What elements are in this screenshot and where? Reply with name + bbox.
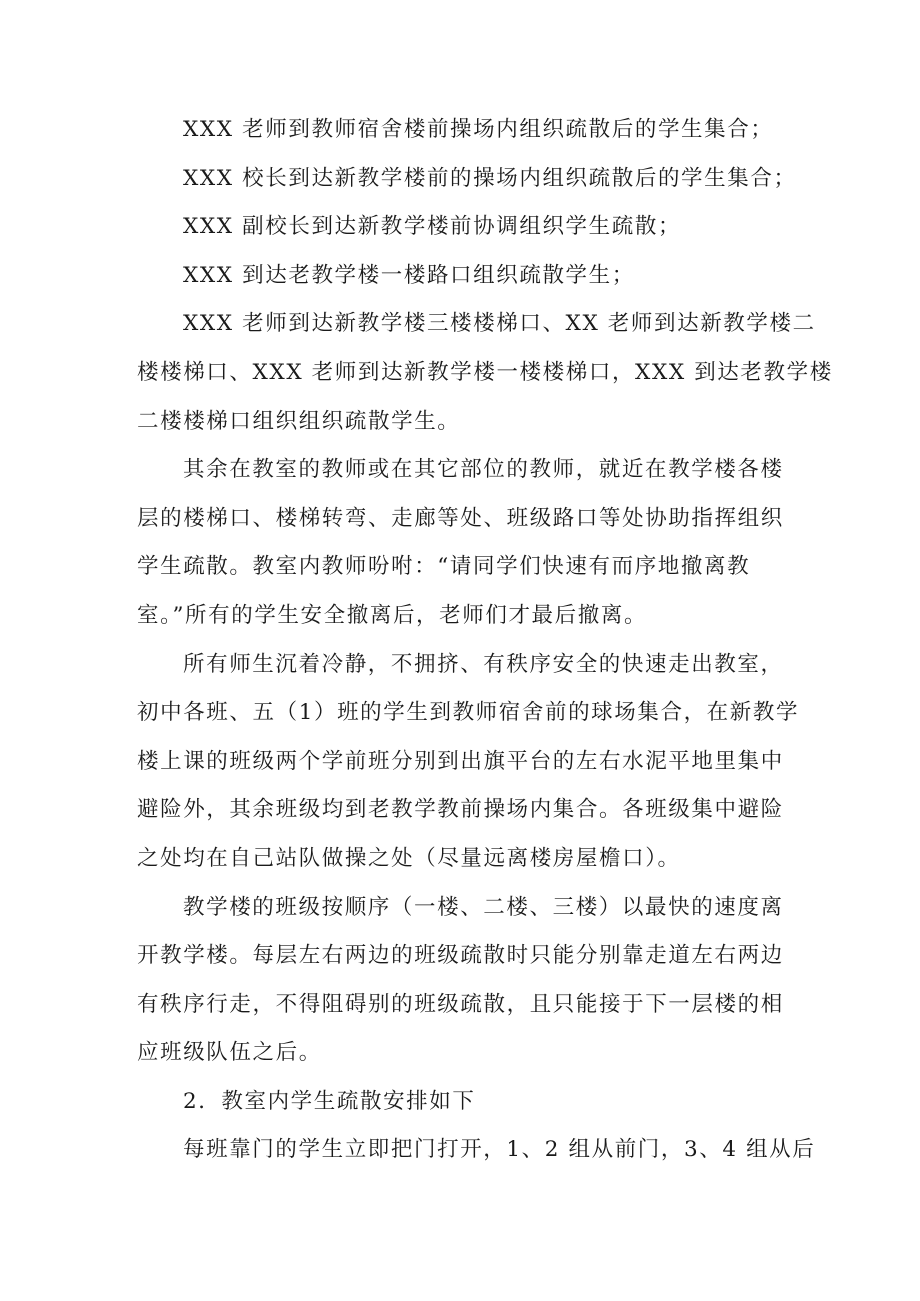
text-line: XXX 到达老教学楼一楼路口组织疏散学生； (183, 262, 635, 288)
text-line: 初中各班、五（1）班的学生到教师宿舍前的球场集合，在新教学 (137, 700, 800, 726)
text-line: 教学楼的班级按顺序（一楼、二楼、三楼）以最快的速度离 (183, 894, 784, 920)
text-line: 层的楼梯口、楼梯转弯、走廊等处、班级路口等处协助指挥组织 (137, 505, 784, 531)
text-line: XXX 副校长到达新教学楼前协调组织学生疏散； (183, 214, 682, 240)
paragraph-10 (137, 1126, 816, 1175)
text-line: 所有师生沉着冷静，不拥挤、有秩序安全的快速走出教室， (183, 651, 784, 677)
text-line: 其余在教室的教师或在其它部位的教师，就近在教学楼各楼 (183, 457, 784, 483)
paragraph-4 (137, 252, 792, 301)
text-line: 楼楼梯口、XXX 老师到达新教学楼一楼楼梯口，XXX 到达老教学楼 (137, 359, 833, 385)
text-line: XXX 老师到教师宿舍楼前操场内组织疏散后的学生集合； (183, 117, 774, 142)
paragraph-3 (137, 203, 792, 252)
text-line: 之处均在自己站队做操之处（尽量远离楼房屋檐口）。 (137, 845, 681, 871)
text-line: 开教学楼。每层左右两边的班级疏散时只能分别靠走道左右两边 (137, 943, 784, 969)
paragraph-8 (137, 884, 792, 1078)
text-line: 2．教室内学生疏散安排如下 (183, 1088, 476, 1114)
text-line: 避险外，其余班级均到老教学教前操场内集合。各班级集中避险 (137, 797, 784, 823)
paragraph-7 (137, 641, 800, 884)
text-line: XXX 老师到达新教学楼三楼楼梯口、XX 老师到达新教学楼二 (183, 311, 816, 337)
paragraph-1 (137, 106, 792, 155)
text-line: 二楼楼梯口组织组织疏散学生。 (137, 408, 461, 434)
section-heading-2 (137, 1078, 792, 1127)
document-body (137, 106, 833, 1175)
text-line: 室。”所有的学生安全撤离后，老师们才最后撤离。 (137, 602, 648, 628)
paragraph-2 (137, 155, 797, 204)
paragraph-6 (137, 446, 792, 640)
text-line: 应班级队伍之后。 (137, 1040, 322, 1066)
text-line: 有秩序行走，不得阻碍别的班级疏散，且只能接于下一层楼的相 (137, 991, 784, 1017)
paragraph-5 (137, 300, 833, 446)
text-line: XXX 校长到达新教学楼前的操场内组织疏散后的学生集合； (183, 165, 797, 191)
text-line: 楼上课的班级两个学前班分别到出旗平台的左右水泥平地里集中 (137, 748, 784, 774)
text-line: 每班靠门的学生立即把门打开，1、2 组从前门，3、4 组从后 (183, 1137, 816, 1163)
text-line: 学生疏散。教室内教师吩咐：“请同学们快速有而序地撤离教 (137, 554, 751, 580)
